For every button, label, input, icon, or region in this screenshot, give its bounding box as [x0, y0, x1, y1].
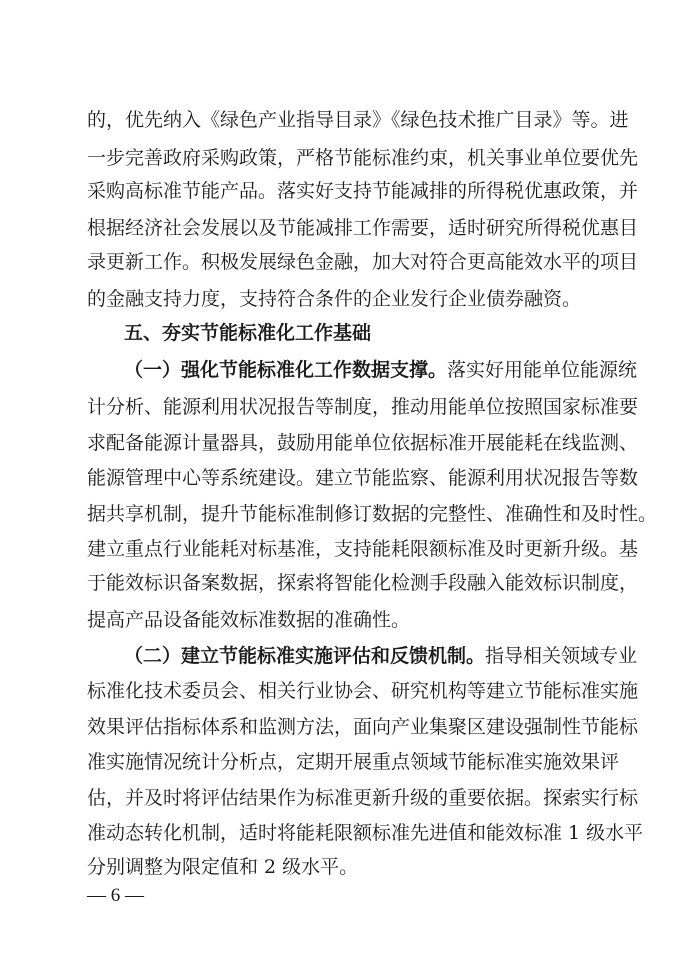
page-number: — 6 —	[87, 885, 144, 906]
paragraph-line: 标准化技术委员会、相关行业协会、研究机构等建立节能标准实施	[87, 680, 639, 702]
paragraph-line: 建立重点行业能耗对标基准，支持能耗限额标准及时更新升级。基	[87, 538, 639, 560]
paragraph-line: 估，并及时将评估结果作为标准更新升级的重要依据。探索实行标	[87, 787, 639, 809]
paragraph-line: 效果评估指标体系和监测方法，面向产业集聚区建设强制性节能标	[87, 716, 639, 738]
paragraph-line: 录更新工作。积极发展绿色金融，加大对符合更高能效水平的项目	[87, 251, 639, 273]
paragraph-line: 根据经济社会发展以及节能减排工作需要，适时研究所得税优惠目	[87, 217, 639, 239]
paragraph-line: 据共享机制，提升节能标准制修订数据的完整性、准确性和及时性。	[87, 503, 658, 525]
paragraph-line: 的金融支持力度，支持符合条件的企业发行企业债券融资。	[87, 288, 582, 310]
subsection-lead: （二）建立节能标准实施评估和反馈机制。	[124, 645, 486, 667]
paragraph-line	[124, 641, 638, 671]
paragraph-line: 提高产品设备能效标准数据的准确性。	[87, 609, 411, 631]
section-heading: 五、夯实节能标准化工作基础	[124, 322, 372, 344]
paragraph-line: 准实施情况统计分析点，定期开展重点领域节能标准实施效果评	[87, 751, 620, 773]
paragraph-line: 一步完善政府采购政策，严格节能标准约束，机关事业单位要优先	[87, 147, 639, 169]
paragraph-text: 落实好用能单位能源统	[447, 359, 638, 381]
paragraph-line: 计分析、能源利用状况报告等制度，推动用能单位按照国家标准要	[87, 396, 639, 418]
paragraph-line: 求配备能源计量器具，鼓励用能单位依据标准开展能耗在线监测、	[87, 432, 639, 454]
paragraph-line: 准动态转化机制，适时将能耗限额标准先进值和能效标准 1 级水平	[87, 822, 644, 844]
paragraph-text: 指导相关领域专业	[485, 645, 638, 667]
paragraph-line: 能源管理中心等系统建设。建立节能监察、能源利用状况报告等数	[87, 467, 639, 489]
subsection-lead: （一）强化节能标准化工作数据支撑。	[124, 359, 448, 381]
paragraph-line	[124, 355, 638, 385]
paragraph-line: 于能效标识备案数据，探索将智能化检测手段融入能效标识制度，	[87, 572, 639, 594]
paragraph-line: 的，优先纳入《绿色产业指导目录》《绿色技术推广目录》等。进	[87, 109, 629, 131]
paragraph-line: 采购高标准节能产品。落实好支持节能减排的所得税优惠政策，并	[87, 180, 639, 202]
paragraph-line: 分别调整为限定值和 2 级水平。	[87, 856, 359, 878]
